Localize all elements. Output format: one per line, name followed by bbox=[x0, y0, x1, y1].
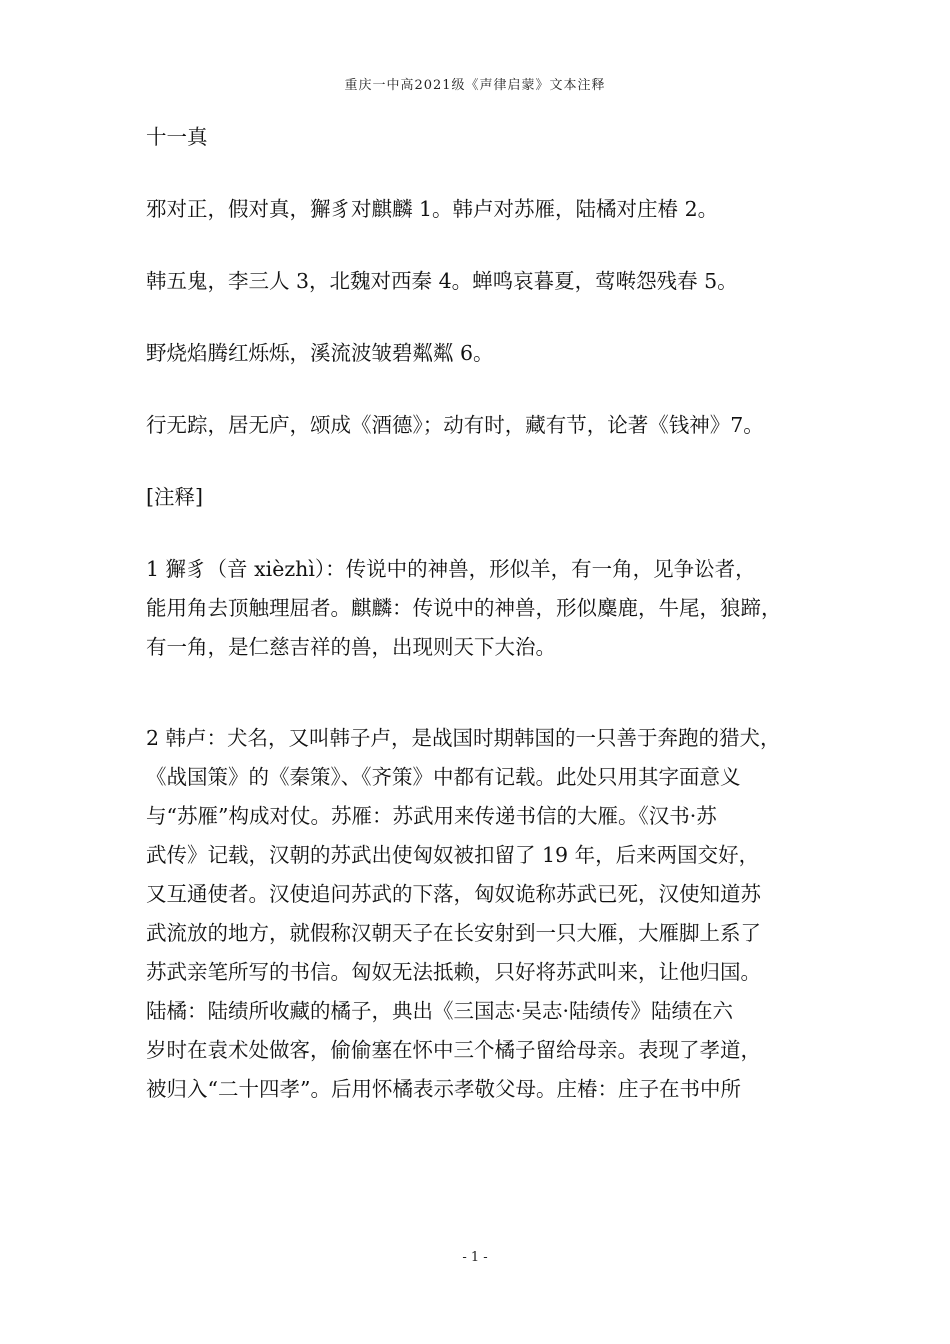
page-header: 重庆一中高2021级《声律启蒙》文本注释 bbox=[344, 78, 606, 93]
note-line: 《战国策》的《秦策》、《齐策》中都有记载。此处只用其字面意义 bbox=[146, 765, 741, 789]
note-line: 2 韩卢：犬名，又叫韩子卢，是战国时期韩国的一只善于奔跑的猎犬， bbox=[146, 726, 781, 750]
verse-line-3 bbox=[146, 334, 812, 373]
note-2 bbox=[146, 719, 812, 1109]
verse-line-4 bbox=[146, 406, 812, 445]
verse-text: 韩五鬼，李三人 3，北魏对西秦 4。蝉鸣哀暮夏，莺啭怨残春 5。 bbox=[146, 269, 738, 293]
note-line: 1 獬豸（音 xièzhì）：传说中的神兽，形似羊，有一角，见争讼者， bbox=[146, 557, 756, 581]
verse-line-2 bbox=[146, 262, 812, 301]
verse-text: 邪对正，假对真，獬豸对麒麟 1。韩卢对苏雁，陆橘对庄椿 2。 bbox=[146, 197, 719, 221]
note-line: 有一角，是仁慈吉祥的兽，出现则天下大治。 bbox=[146, 635, 556, 659]
note-line: 武流放的地方，就假称汉朝天子在长安射到一只大雁，大雁脚上系了 bbox=[146, 921, 761, 945]
page-number: - 1 - bbox=[462, 1250, 488, 1265]
note-line: 岁时在袁术处做客，偷偷塞在怀中三个橘子留给母亲。表现了孝道， bbox=[146, 1038, 761, 1062]
note-line: 被归入“二十四孝”。后用怀橘表示孝敬父母。庄椿：庄子在书中所 bbox=[146, 1077, 741, 1101]
verse-text: 野烧焰腾红烁烁，溪流波皱碧粼粼 6。 bbox=[146, 341, 494, 365]
note-line: 又互通使者。汉使追问苏武的下落，匈奴诡称苏武已死，汉使知道苏 bbox=[146, 882, 761, 906]
verse-line-1 bbox=[146, 190, 812, 229]
verse-text: 行无踪，居无庐，颂成《酒德》；动有时，藏有节，论著《钱神》7。 bbox=[146, 413, 764, 437]
note-line: 与“苏雁”构成对仗。苏雁：苏武用来传递书信的大雁。《汉书·苏 bbox=[146, 804, 717, 828]
note-line: 陆橘：陆绩所收藏的橘子，典出《三国志·吴志·陆绩传》陆绩在六 bbox=[146, 999, 734, 1023]
note-line: 能用角去顶触理屈者。麒麟：传说中的神兽，形似麋鹿，牛尾，狼蹄， bbox=[146, 596, 782, 620]
section-title-text: 十一真 bbox=[146, 125, 208, 149]
note-line: 苏武亲笔所写的书信。匈奴无法抵赖，只好将苏武叫来，让他归国。 bbox=[146, 960, 761, 984]
note-1 bbox=[146, 550, 812, 667]
note-line: 武传》记载，汉朝的苏武出使匈奴被扣留了 19 年，后来两国交好， bbox=[146, 843, 760, 867]
section-title bbox=[146, 118, 812, 157]
notes-heading-text: [注释] bbox=[146, 485, 203, 509]
notes-heading bbox=[146, 478, 812, 517]
